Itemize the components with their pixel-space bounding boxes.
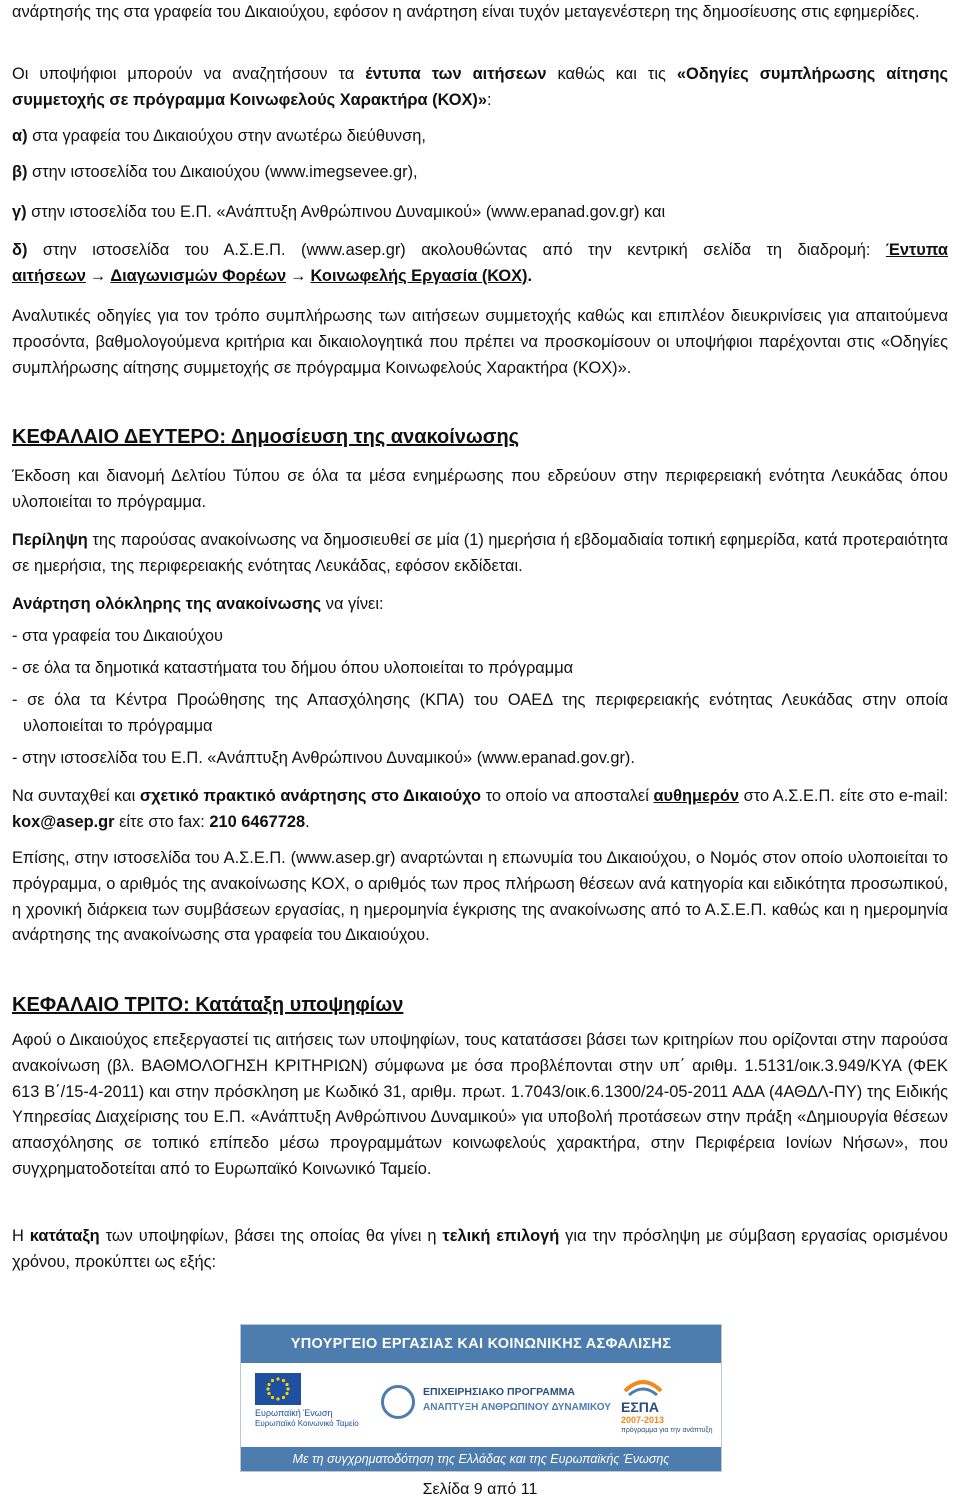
chapter-two-heading: ΚΕΦΑΛΑΙΟ ΔΕΥΤΕΡΟ: Δημοσίευση της ανακοίνωσης xyxy=(12,426,520,448)
detailed-instructions-paragraph: Αναλυτικές οδηγίες για τον τρόπο συμπλήρωσης των αιτήσεων συμμετοχής καθώς και επιπλέον διευκρινίσεις για απαιτούμενα προσόντα, βαθμολογούμενα κριτήρια και δικαιολογητικά που πρέπει να προσκομίσουν οι υποψήφιοι παρέχονται στις «Οδηγίες συμπλήρωσης αίτησης συμμετοχής σε πρόγραμμα Κοινωφελούς Χαρακτήρα (ΚΟΧ)». xyxy=(12,307,948,377)
option-c: γ) στην ιστοσελίδα του Ε.Π. «Ανάπτυξη Ανθρώπινου Δυναμικού» (www.epanad.gov.gr) και xyxy=(12,203,666,221)
email-address: kox@asep.gr xyxy=(12,812,115,831)
cofunding-slogan: Με τη συγχρηματοδότηση της Ελλάδας και της Ευρωπαϊκής Ένωσης xyxy=(241,1447,721,1471)
espa-logo-icon xyxy=(623,1373,663,1399)
fax-number: 210 6467728 xyxy=(209,812,306,831)
option-a: α) στα γραφεία του Δικαιούχου στην ανωτέρω διεύθυνση, xyxy=(12,127,426,145)
ministry-title: ΥΠΟΥΡΓΕΙΟ ΕΡΓΑΣΙΑΣ ΚΑΙ ΚΟΙΝΩΝΙΚΗΣ ΑΣΦΑΛΙΣΗΣ xyxy=(241,1325,721,1363)
eu-funding-banner xyxy=(240,1324,722,1472)
page-number: Σελίδα 9 από 11 xyxy=(422,1481,538,1498)
ranking-paragraph: Αφού ο Δικαιούχος επεξεργαστεί τις αιτήσεις των υποψηφίων, τους κατατάσσει βάσει των κριτηρίων που ορίζονται στην παρούσα ανακοίνωση (βλ. ΒΑΘΜΟΛΟΓΗΣΗ ΚΡΙΤΗΡΙΩΝ) σύμφωνα με όσα προβλέπονται στην υπ΄ αριθμ. 1.5131/οικ.3.949/ΚΥΑ (ΦΕΚ 613 Β΄/15-4-2011) και στην πρόσκληση με Κωδικό 31, αριθμ. πρωτ. 1.7043/οικ.6.1300/24-05-2011 ΑΔΑ (4ΑΘΔΛ-ΠΥ) της Ειδικής Υπηρεσίας Διαχείρισης του Ε.Π. «Ανάπτυξη Ανθρώπινου Δυναμικού» για υποβολή προτάσεων στην πράξη «Δημιουργία θέσεων απασχόλησης σε τοπικό επίπεδο μέσω προγραμμάτων κοινωφελούς χαρακτήρα, στην Περιφέρεια Ιονίων Νήσων», που συγχρηματοδοτείται από το Ευρωπαϊκό Κοινωνικό Ταμείο. xyxy=(12,1031,948,1178)
program-logo-icon xyxy=(381,1385,415,1419)
final-selection-paragraph: Η κατάταξη των υποψηφίων, βάσει της οποίας θα γίνει η τελική επιλογή για την πρόσληψη με σύμβαση εργασίας ορισμένου χρόνου, προκύπτει ως εξής: xyxy=(12,1227,948,1271)
program-block: ΕΠΙΧΕΙΡΗΣΙΑΚΟ ΠΡΟΓΡΑΜΜΑ ΑΝΑΠΤΥΞΗ ΑΝΘΡΩΠΙΝΟΥ ΔΥΝΑΜΙΚΟΥ xyxy=(381,1381,581,1431)
summary-paragraph: Περίληψη της παρούσας ανακοίνωσης να δημοσιευθεί σε μία (1) ημερήσια ή εβδομαδιαία τοπική εφημερίδα, κατά προτεραιότητα σε ημερήσια, της περιφερειακής ενότητας Λευκάδας, εφόσον εκδίδεται. xyxy=(12,531,948,575)
arrow-right-icon: → xyxy=(290,266,307,285)
eu-flag-icon xyxy=(255,1373,301,1405)
path-step-kox: Κοινωφελής Εργασία (ΚΟΧ) xyxy=(310,266,528,285)
asep-paragraph: Επίσης, στην ιστοσελίδα του Α.Σ.Ε.Π. (www.asep.gr) αναρτώνται η επωνυμία του Δικαιούχου, ο Νομός στον οποίο υλοποιείται το πρόγραμμα, ο αριθμός της ανακοίνωσης ΚΟΧ, ο αριθμός των προς πλήρωση θέσεων ανά κατηγορία και ειδικότητα προσωπικού, η χρονική διάρκεια των συμβάσεων εργασίας, η ημερομηνία έγκρισης της ανακοίνωσης από το Α.Σ.Ε.Π. καθώς και η ημερομηνία ανάρτησης της ανακοίνωσης στα γραφεία του Δικαιούχου. xyxy=(12,849,948,945)
forms-paragraph: Οι υποψήφιοι μπορούν να αναζητήσουν τα έντυπα των αιτήσεων καθώς και τις «Οδηγίες συμπλήρωσης αίτησης συμμετοχής σε πρόγραμμα Κοινωφελούς Χαρακτήρα (ΚΟΧ)»: xyxy=(12,65,949,109)
list-item: - σε όλα τα δημοτικά καταστήματα του δήμου όπου υλοποιείται το πρόγραμμα xyxy=(12,659,574,677)
list-item: - στην ιστοσελίδα του Ε.Π. «Ανάπτυξη Ανθρώπινου Δυναμικού» (www.epanad.gov.gr). xyxy=(12,749,635,767)
arrow-right-icon: → xyxy=(89,266,107,285)
espa-block: ΕΣΠΑ 2007-2013 πρόγραμμα για την ανάπτυξη xyxy=(621,1373,711,1443)
option-d: δ) στην ιστοσελίδα του Α.Σ.Ε.Π. (www.asep.gr) ακολουθώντας από την κεντρική σελίδα τη διαδρομή: Έντυπα αιτήσεων → Διαγωνισμών Φορέων → Κοινωφελής Εργασία (ΚΟΧ). xyxy=(12,241,948,285)
list-item: - σε όλα τα Κέντρα Προώθησης της Απασχόλησης (ΚΠΑ) του ΟΑΕΔ της περιφερειακής ενότητας Λευκάδας στην οποία υλοποιείται το πρόγραμμα xyxy=(12,691,948,735)
eu-block: Ευρωπαϊκή Ένωση Ευρωπαϊκό Κοινωνικό Ταμείο xyxy=(255,1373,365,1443)
press-release-paragraph: Έκδοση και διανομή Δελτίου Τύπου σε όλα τα μέσα ενημέρωσης που εδρεύουν στην περιφερειακή ενότητα Λευκάδας όπου υλοποιείται το πρόγραμμα. xyxy=(12,467,948,511)
report-paragraph: Να συνταχθεί και σχετικό πρακτικό ανάρτησης στο Δικαιούχο το οποίο να αποσταλεί αυθημερόν στο Α.Σ.Ε.Π. είτε στο e-mail: kox@asep.gr είτε στο fax: 210 6467728. xyxy=(12,787,949,831)
posting-paragraph: Ανάρτηση ολόκληρης της ανακοίνωσης να γίνει: xyxy=(12,595,384,613)
option-b: β) στην ιστοσελίδα του Δικαιούχου (www.imegsevee.gr), xyxy=(12,163,418,181)
espa-label: ΕΣΠΑ xyxy=(621,1399,659,1415)
chapter-three-heading: ΚΕΦΑΛΑΙΟ ΤΡΙΤΟ: Κατάταξη υποψηφίων xyxy=(12,994,404,1016)
intro-paragraph: ανάρτησής της στα γραφεία του Δικαιούχου, εφόσον η ανάρτηση είναι τυχόν μεταγενέστερη της δημοσίευσης στις εφημερίδες. xyxy=(12,3,920,21)
list-item: - στα γραφεία του Δικαιούχου xyxy=(12,627,223,645)
path-step-competitions: Διαγωνισμών Φορέων xyxy=(110,266,287,285)
path-step-forms: Έντυπα αιτήσεων xyxy=(12,241,948,285)
